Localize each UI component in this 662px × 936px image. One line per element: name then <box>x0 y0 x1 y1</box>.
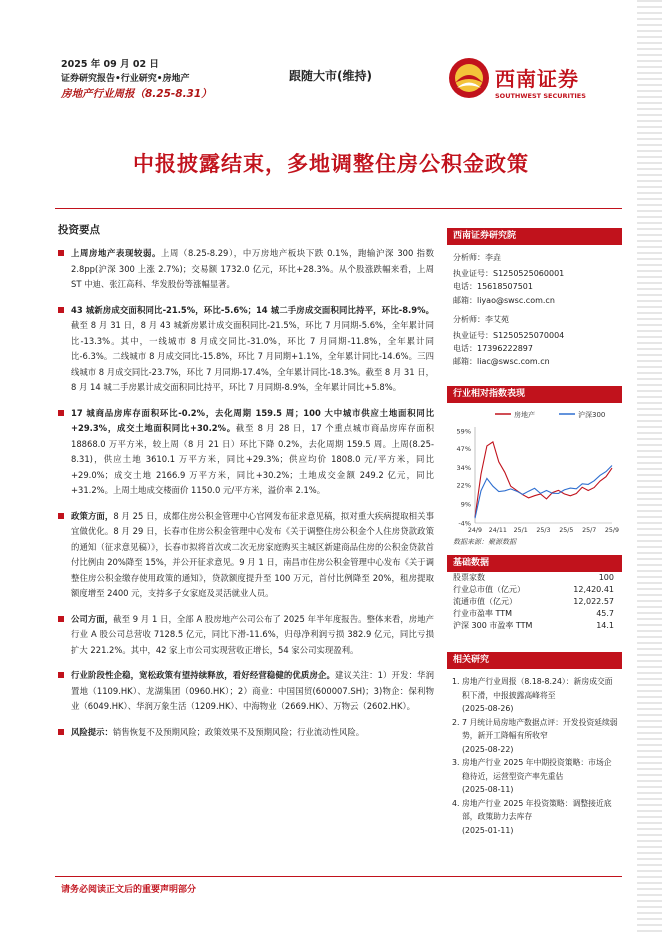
related-number: 4. <box>452 798 460 808</box>
analyst-card <box>447 313 622 369</box>
decorative-stripes <box>637 0 662 936</box>
analyst-panel <box>447 228 622 369</box>
key-point <box>58 612 434 659</box>
basic-data-panel <box>447 555 622 632</box>
related-date: (2025-08-22) <box>462 744 514 754</box>
related-date: (2025-08-11) <box>462 785 514 794</box>
related-number: 1. <box>452 677 460 686</box>
analyst-phone: 电话：17396222897 <box>453 344 533 354</box>
key-point <box>58 509 434 602</box>
basic-value: 12,420.41 <box>573 585 614 594</box>
y-tick-label: 9% <box>460 500 471 509</box>
rating: 跟随大市(维持) <box>289 69 372 83</box>
basic-key: 流通市值（亿元） <box>453 597 517 606</box>
key-point-body: 建议关注：1）开发：华润置地（1109.HK）、龙湖集团（0960.HK）；2）商业：中国国贸(600007.SH)；3)物企：保利物业（6049.HK）、华润万象生活（1209.HK）、中海物业（2669.HK）、万物云（2602.HK）。 <box>71 670 435 711</box>
report-meta <box>61 57 212 102</box>
x-tick-label: 25/3 <box>536 527 551 534</box>
bullet-icon <box>58 616 64 622</box>
related-title: 房地产行业 2025 年投资策略：调整接近底部，政策助力去库存 <box>462 798 612 821</box>
basic-value: 12,022.57 <box>573 597 614 606</box>
key-point-body: 截至 9 月 1 日，全部 A 股房地产公司公布了 2025 年半年度报告。整体来看，房地产行业 A 股公司总营收 7128.5 亿元，同比下滑-11.6%，归母净利润亏损 382.9 亿元，同比亏损扩大 221.2%。其中，42 家上市公司实现营收正增长，54 家公司实现盈利。 <box>71 613 435 655</box>
y-tick-label: 59% <box>456 427 471 436</box>
key-point-lead: 17 城商品房库存面积环比-0.2%，去化周期 159.5 周；100 大中城市供应土地面积同比+29.3%，成交土地面积同比+30.2%。 <box>71 407 434 433</box>
key-point <box>58 668 434 715</box>
related-item[interactable] <box>447 756 622 797</box>
related-title: 房地产行业 2025 年中期投资策略：市场企稳待近，运营型资产率先重估 <box>462 758 612 781</box>
key-point-lead: 公司方面， <box>71 613 114 624</box>
x-tick-label: 24/9 <box>467 527 483 534</box>
basic-key: 股票家数 <box>453 573 485 582</box>
related-date: (2025-01-11) <box>462 825 514 835</box>
key-point-body: 8 月 25 日，成都住房公积金管理中心官网发布征求意见稿，拟对重大疾病提取相关事宜做优化。8 月 29 日，长春市住房公积金管理中心发布《关于调整住房公积金个人住房贷款政策的通知（征求意见稿）》，长春市拟将首次或二次无房家庭购买主城区新建商品住房的公积金贷款首付比例由 20%降至 15%，并公开征求意见。9 月 1 日，南昌市住房公积金管理中心发布《关于调整住房公积金缴存使用政策的通知》，贷款额度提升至 100 万元，首付比例降至 20%，租房提取额度增至 2400 元，支持多子女家庭及灵活就业人员。 <box>71 510 434 598</box>
bullet-icon <box>58 410 64 416</box>
y-tick-label: 47% <box>456 445 471 454</box>
bullet-icon <box>58 307 64 313</box>
disclaimer-footer: 请务必阅读正文后的重要声明部分 <box>61 885 197 895</box>
basic-data-row <box>447 584 622 596</box>
basic-value: 45.7 <box>596 609 614 618</box>
analyst-email[interactable]: 邮箱：liac@swsc.com.cn <box>453 357 550 367</box>
key-point-lead: 上周房地产表现较弱。 <box>71 248 162 258</box>
x-tick-label: 25/1 <box>513 527 528 534</box>
analyst-email[interactable]: 邮箱：liyao@swsc.com.cn <box>453 295 555 305</box>
analyst-cert: 执业证号：S1250525070004 <box>453 331 565 341</box>
key-points <box>58 246 434 750</box>
basic-key: 行业市盈率 TTM <box>453 609 513 618</box>
basic-key: 沪深 300 市盈率 TTM <box>453 621 533 630</box>
related-date: (2025-08-26) <box>462 704 514 713</box>
logo-icon <box>448 57 490 99</box>
related-title: 房地产行业周报（8.18-8.24）：新房成交面积下滑，中报披露高峰将至 <box>462 677 613 700</box>
key-point-body: 截至 8 月 31 日，8 月 43 城新房累计成交面积同比-21.5%，环比 7 月同期-5.6%，全年累计同比-13.3%。其中，一线城市 8 月成交同比-31.0%，环比 7 月同期-11.8%，全年累计同比-6.3%。二线城市 8 月成交同比-15.8%，环比 7 月同期+1.1%，全年累计同比-14.6%。三四线城市 8 月成交同比-23.7%，环比 7 月同期-17.4%，全年累计同比-18.3%。截至 8 月 31 日，8 月 14 城二手房累计成交面积同比持平，环比 7 月同期-8.9%，全年累计同比+5.8%。 <box>71 320 434 392</box>
chart-panel <box>447 386 622 547</box>
analyst-card <box>447 251 622 307</box>
bullet-icon <box>58 250 64 256</box>
related-item[interactable] <box>447 675 622 716</box>
institute-header: 西南证券研究院 <box>447 228 622 245</box>
key-point-lead: 行业阶段性企稳，宽松政策有望持续释放，看好经营稳健的优质房企。 <box>71 670 335 680</box>
bullet-icon <box>58 513 64 519</box>
related-title: 7 月统计局房地产数据点评：开发投资延续弱势，新开工降幅有所收窄 <box>462 717 618 740</box>
company-logo <box>448 55 613 105</box>
x-tick-label: 24/11 <box>488 527 507 534</box>
report-date: 2025 年 09 月 02 日 <box>61 59 159 70</box>
basic-value: 100 <box>598 573 614 582</box>
x-tick-label: 25/7 <box>582 527 597 534</box>
basic-data-header: 基础数据 <box>447 555 622 572</box>
divider <box>55 208 622 209</box>
data-source: 数据来源：聚源数据 <box>453 538 516 546</box>
key-point-lead: 政策方面， <box>71 510 114 521</box>
key-point-body: 截至 8 月 28 日，17 个重点城市商品房库存面积 18868.0 万平方米，较上周（8 月 21 日）环比下降 0.2%，去化周期 159.5 周。上周(8.25-8.31)，供应土地 3610.1 万平方米，同比+29.3%；供应均价 1808.0 元/平方米，同比+29.0%；成交土地 2166.9 万平方米，同比+30.2%；土地成交金额 249.2 亿元，同比+31.2%。上周土地成交楼面价 1150.0 元/平方米，溢价率 2.1%。 <box>71 423 434 495</box>
key-point <box>58 725 434 741</box>
key-point <box>58 406 434 499</box>
related-header: 相关研究 <box>447 652 622 669</box>
x-tick-label: 25/5 <box>559 527 574 534</box>
related-item[interactable] <box>447 797 622 838</box>
basic-data-row <box>447 608 622 620</box>
key-point-body: 销售恢复不及预期风险；政策效果不及预期风险；行业流动性风险。 <box>112 726 365 737</box>
key-points-heading: 投资要点 <box>58 224 100 236</box>
bullet-icon <box>58 729 64 735</box>
related-number: 3. <box>452 758 460 767</box>
logo-text-cn: 西南证券 <box>495 67 579 91</box>
breadcrumb: 证券研究报告•行业研究•房地产 <box>61 74 190 84</box>
related-number: 2. <box>452 717 460 727</box>
basic-value: 14.1 <box>596 621 614 630</box>
key-point-lead: 43 城新房成交面积同比-21.5%，环比-5.6%；14 城二手房成交面积同比持平，环比-8.9%。 <box>71 304 434 315</box>
analyst-phone: 电话：15618507501 <box>453 282 533 292</box>
logo-text-en: SOUTHWEST SECURITIES <box>495 92 586 100</box>
report-series: 房地产行业周报（8.25-8.31） <box>61 88 212 100</box>
report-title: 中报披露结束，多地调整住房公积金政策 <box>133 152 529 176</box>
basic-key: 行业总市值（亿元） <box>453 585 525 594</box>
relative-index-chart <box>447 403 622 537</box>
key-point-body: 上周（8.25-8.29），中万房地产板块下跌 0.1%，跑输沪深 300 指数 2.8pp(沪深 300 上涨 2.7%)；交易额 1732.0 亿元，环比+28.3%。从个股涨跌幅来看，上周 ST 中迪、张江高科、华发股份等涨幅显著。 <box>71 248 435 289</box>
basic-data-row <box>447 620 622 632</box>
legend-label: 沪深300 <box>578 411 606 419</box>
series-line-csi300 <box>475 466 612 519</box>
bullet-icon <box>58 672 64 678</box>
key-point-lead: 风险提示： <box>71 726 113 737</box>
analyst-name: 分析师：李垚 <box>453 253 501 262</box>
key-point <box>58 303 434 396</box>
divider <box>55 876 622 877</box>
related-item[interactable] <box>447 716 622 757</box>
related-research-panel <box>447 652 622 837</box>
analyst-name: 分析师：李艾苑 <box>453 314 509 324</box>
x-tick-label: 25/9 <box>604 527 620 534</box>
series-line-real-estate <box>475 442 612 517</box>
y-tick-label: 34% <box>456 464 471 473</box>
basic-data-row <box>447 596 622 608</box>
legend-label: 房地产 <box>514 411 535 419</box>
chart-header: 行业相对指数表现 <box>447 386 622 403</box>
y-tick-label: 22% <box>456 481 471 490</box>
y-tick-label: -4% <box>458 519 471 528</box>
basic-data-row <box>447 572 622 584</box>
analyst-cert: 执业证号：S1250525060001 <box>453 269 565 279</box>
key-point <box>58 246 434 293</box>
